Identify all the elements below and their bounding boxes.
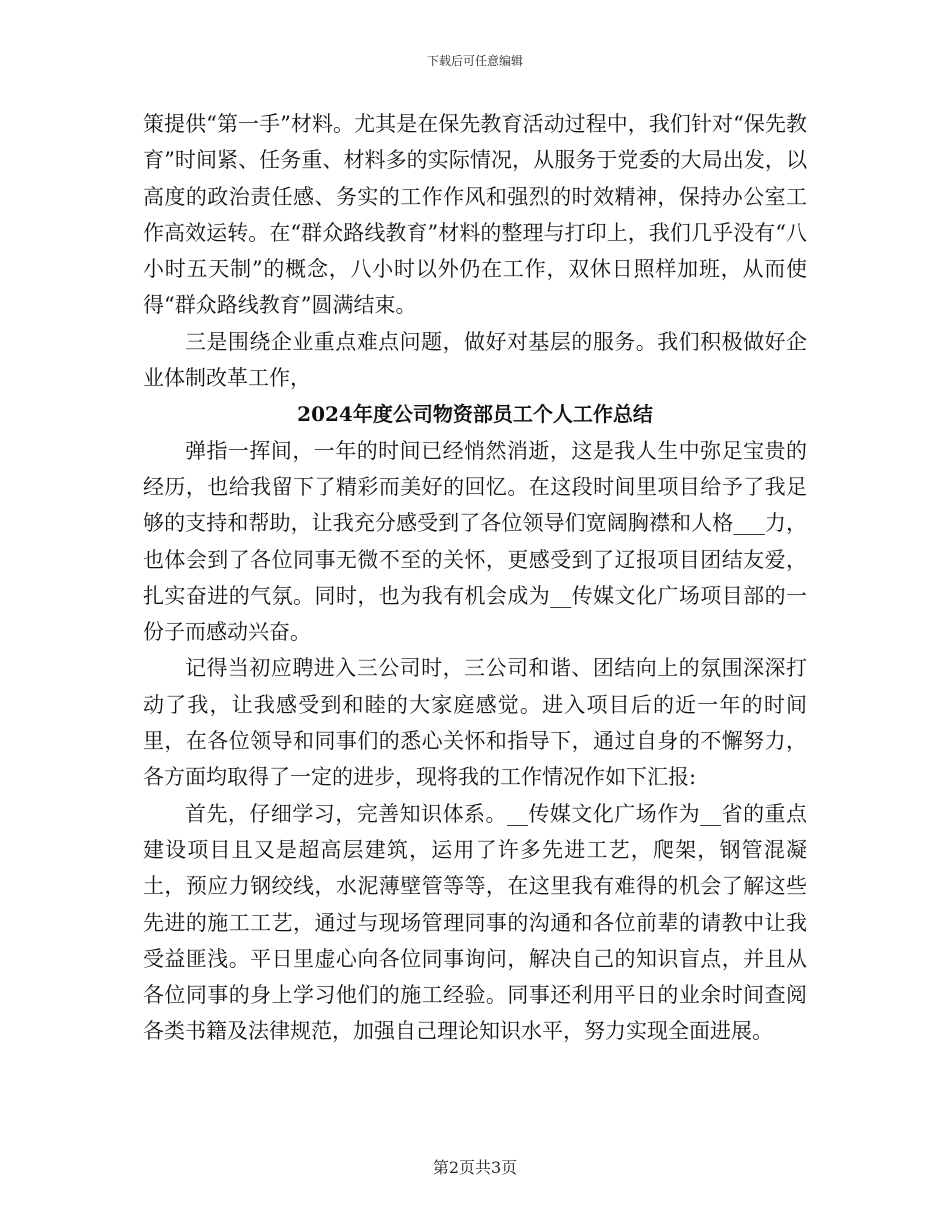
- document-body: [143, 106, 807, 1050]
- body-paragraph: 首先，仔细学习，完善知识体系。__传媒文化广场作为__省的重点建设项目且又是超高层建筑，运用了许多先进工艺，爬架，钢管混凝土，预应力钢绞线，水泥薄壁管等等，在这里我有难得的机会了解这些先进的施工工艺，通过与现场管理同事的沟通和各位前辈的请教中让我受益匪浅。平日里虚心向各位同事询问，解决自己的知识盲点，并且从各位同事的身上学习他们的施工经验。同事还利用平日的业余时间查阅各类书籍及法律规范，加强自己理论知识水平，努力实现全面进展。: [143, 801, 807, 1044]
- previous-section-paragraph: 策提供“第一手”材料。尤其是在保先教育活动过程中，我们针对“保先教育”时间紧、任务重、材料多的实际情况，从服务于党委的大局出发，以高度的政治责任感、务实的工作作风和强烈的时效精神，保持办公室工作高效运转。在“群众路线教育”材料的整理与打印上，我们几乎没有“八小时五天制”的概念，八小时以外仍在工作，双休日照样加班，从而使得“群众路线教育”圆满结束。: [143, 112, 807, 318]
- body-paragraph: 记得当初应聘进入三公司时，三公司和谐、团结向上的氛围深深打动了我，让我感受到和睦的大家庭感觉。进入项目后的近一年的时间里，在各位领导和同事们的悉心关怀和指导下，通过自身的不懈努力，各方面均取得了一定的进步，现将我的工作情况作如下汇报:: [143, 656, 807, 790]
- body-paragraph: 弹指一挥间，一年的时间已经悄然消逝，这是我人生中弥足宝贵的经历，也给我留下了精彩而美好的回忆。在这段时间里项目给予了我足够的支持和帮助，让我充分感受到了各位领导们宽阔胸襟和人格___力，也体会到了各位同事无微不至的关怀，更感受到了辽报项目团结友爱，扎实奋进的气氛。同时，也为我有机会成为__传媒文化广场项目部的一份子而感动兴奋。: [143, 438, 807, 645]
- document-title: 2024年度公司物资部员工个人工作总结: [297, 402, 653, 427]
- page-header: 下载后可任意编辑: [426, 54, 523, 68]
- previous-section-paragraph: 三是围绕企业重点难点问题，做好对基层的服务。我们积极做好企业体制改革工作，: [143, 329, 807, 391]
- page-footer: 第2页共3页: [432, 1158, 518, 1177]
